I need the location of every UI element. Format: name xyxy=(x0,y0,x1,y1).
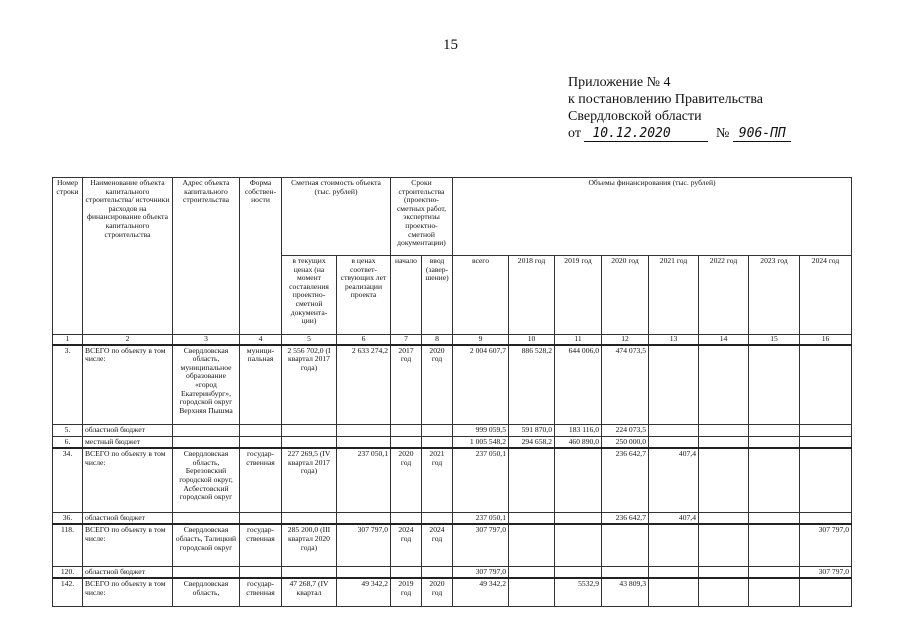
header-terms: Сроки строительства (проектно-сметных работ, экспертизы проектно-сметной документации) xyxy=(391,178,453,256)
table-cell: Свердловская область, муниципальное образование «город Екатеринбург», городской округ Верхняя Пышма xyxy=(173,345,240,425)
table-cell xyxy=(509,448,555,512)
table-cell: областной бюджет xyxy=(83,566,173,578)
appendix-line-region: Свердловской области xyxy=(568,109,702,124)
table-cell: 307 797,0 xyxy=(800,524,852,566)
table-cell xyxy=(173,436,240,448)
table-cell: 294 658,2 xyxy=(509,436,555,448)
table-cell xyxy=(800,512,852,524)
table-cell xyxy=(337,436,391,448)
table-cell: 5. xyxy=(53,425,83,437)
table-cell: 142. xyxy=(53,578,83,606)
table-cell xyxy=(800,425,852,437)
header-year: 2021 год xyxy=(649,256,699,335)
column-number: 14 xyxy=(699,335,749,345)
table-cell xyxy=(699,566,749,578)
appendix-block xyxy=(568,74,791,142)
date-prefix: от xyxy=(568,126,581,141)
table-cell xyxy=(173,512,240,524)
table-cell xyxy=(699,512,749,524)
table-cell xyxy=(649,345,699,425)
table-cell xyxy=(649,578,699,606)
header-ownership: Форма собствен-ности xyxy=(240,178,282,335)
table-cell: 118. xyxy=(53,524,83,566)
column-number: 7 xyxy=(391,335,422,345)
table-cell xyxy=(509,566,555,578)
table-cell: 224 073,5 xyxy=(602,425,649,437)
table-cell xyxy=(282,436,337,448)
table-cell: 285 200,0 (III квартал 2020 года) xyxy=(282,524,337,566)
table-body xyxy=(53,345,852,607)
table-cell: государ-ственная xyxy=(240,578,282,606)
column-number: 10 xyxy=(509,335,555,345)
table-row xyxy=(53,448,852,512)
table-row xyxy=(53,425,852,437)
table-cell: областной бюджет xyxy=(83,512,173,524)
table-cell xyxy=(282,425,337,437)
appendix-title: Приложение № 4 xyxy=(568,75,671,90)
number-prefix: № xyxy=(715,126,730,141)
appendix-line-resolution: к постановлению Правительства xyxy=(568,92,764,107)
page-number: 15 xyxy=(443,37,458,53)
table-cell xyxy=(240,566,282,578)
table-cell xyxy=(173,566,240,578)
table-cell: 237 050,1 xyxy=(337,448,391,512)
column-number: 11 xyxy=(555,335,602,345)
table-cell: 2017 год xyxy=(391,345,422,425)
table-cell: 34. xyxy=(53,448,83,512)
table-row xyxy=(53,578,852,606)
table-cell: 2 633 274,2 xyxy=(337,345,391,425)
table-cell xyxy=(649,566,699,578)
table-row xyxy=(53,436,852,448)
header-row-number: Номер строки xyxy=(53,178,83,335)
header-year: 2022 год xyxy=(699,256,749,335)
header-term-start: начало xyxy=(391,256,422,335)
table-cell xyxy=(391,436,422,448)
table-cell: 236 642,7 xyxy=(602,448,649,512)
table-cell xyxy=(240,512,282,524)
table-cell: 2024 год xyxy=(422,524,453,566)
table-cell xyxy=(555,566,602,578)
column-number: 16 xyxy=(800,335,852,345)
table-cell: 2019 год xyxy=(391,578,422,606)
column-number: 9 xyxy=(453,335,509,345)
column-number: 13 xyxy=(649,335,699,345)
column-number: 5 xyxy=(282,335,337,345)
table-cell: 407,4 xyxy=(649,512,699,524)
table-cell xyxy=(749,448,800,512)
table-cell xyxy=(509,578,555,606)
column-number-row xyxy=(53,335,852,345)
table-cell xyxy=(699,524,749,566)
table-cell: 49 342,2 xyxy=(337,578,391,606)
table-cell xyxy=(391,512,422,524)
table-cell: 5532,9 xyxy=(555,578,602,606)
header-year: 2024 год xyxy=(800,256,852,335)
table-cell xyxy=(337,425,391,437)
column-number: 2 xyxy=(83,335,173,345)
table-row xyxy=(53,524,852,566)
table-cell: 237 050,1 xyxy=(453,448,509,512)
table-cell xyxy=(649,524,699,566)
header-year: 2023 год xyxy=(749,256,800,335)
header-term-end: ввод (завер-шение) xyxy=(422,256,453,335)
table-cell xyxy=(555,524,602,566)
table-cell xyxy=(422,512,453,524)
table-cell: 591 870,0 xyxy=(509,425,555,437)
table-cell xyxy=(649,425,699,437)
table-cell xyxy=(337,512,391,524)
table-cell: муници-пальная xyxy=(240,345,282,425)
table-cell xyxy=(749,578,800,606)
header-funding: Объемы финансирования (тыс. рублей) xyxy=(453,178,852,256)
table-cell xyxy=(509,512,555,524)
table-cell xyxy=(699,448,749,512)
table-cell: 6. xyxy=(53,436,83,448)
table-cell: 307 797,0 xyxy=(453,566,509,578)
table-cell xyxy=(602,524,649,566)
table-cell: 36. xyxy=(53,512,83,524)
table-cell xyxy=(282,512,337,524)
header-year: 2018 год xyxy=(509,256,555,335)
table-cell: 999 059,5 xyxy=(453,425,509,437)
header-address: Адрес объекта капитального строительства xyxy=(173,178,240,335)
table-cell xyxy=(699,425,749,437)
table-cell xyxy=(749,436,800,448)
table-cell: 2020 год xyxy=(422,345,453,425)
appendix-date-line xyxy=(568,125,791,142)
table-cell: ВСЕГО по объекту в том числе: xyxy=(83,578,173,606)
table-cell xyxy=(800,578,852,606)
table-cell: 460 890,0 xyxy=(555,436,602,448)
table-cell: 43 809,3 xyxy=(602,578,649,606)
table-row xyxy=(53,566,852,578)
header-object-name: Наименование объекта капитального строительства/ источники расходов на финансирование объекта капитального строительства xyxy=(83,178,173,335)
table-cell xyxy=(422,425,453,437)
table-cell: 250 000,0 xyxy=(602,436,649,448)
table-cell: 47 268,7 (IV квартал xyxy=(282,578,337,606)
table-cell: 307 797,0 xyxy=(800,566,852,578)
table-cell xyxy=(699,436,749,448)
table-cell: 474 073,5 xyxy=(602,345,649,425)
table-cell xyxy=(422,566,453,578)
resolution-date: 10.12.2020 xyxy=(584,127,708,142)
table-cell: 886 528,2 xyxy=(509,345,555,425)
table-cell: 1 005 548,2 xyxy=(453,436,509,448)
table-cell xyxy=(649,436,699,448)
table-cell xyxy=(391,425,422,437)
table-cell xyxy=(555,448,602,512)
table-cell: областной бюджет xyxy=(83,425,173,437)
column-number: 1 xyxy=(53,335,83,345)
table-cell xyxy=(555,512,602,524)
table-cell xyxy=(749,524,800,566)
table-cell xyxy=(749,512,800,524)
table-cell xyxy=(800,345,852,425)
resolution-number: 906-ПП xyxy=(733,127,791,142)
header-year: 2019 год xyxy=(555,256,602,335)
table-cell xyxy=(602,566,649,578)
table-cell: местный бюджет xyxy=(83,436,173,448)
table-cell: 183 116,0 xyxy=(555,425,602,437)
table-cell: 2 004 607,7 xyxy=(453,345,509,425)
table-cell: 307 797,0 xyxy=(453,524,509,566)
table-cell xyxy=(422,436,453,448)
table-cell xyxy=(749,345,800,425)
table-cell: ВСЕГО по объекту в том числе: xyxy=(83,524,173,566)
header-cost-current-prices: в текущих ценах (на момент составления проектно-сметной документа-ции) xyxy=(282,256,337,335)
table-cell: 2021 год xyxy=(422,448,453,512)
header-total: всего xyxy=(453,256,509,335)
table-cell: государ-ственная xyxy=(240,448,282,512)
table-cell: 2020 год xyxy=(391,448,422,512)
table-cell: 120. xyxy=(53,566,83,578)
table-cell xyxy=(240,436,282,448)
column-number: 15 xyxy=(749,335,800,345)
table-cell xyxy=(800,436,852,448)
table-row xyxy=(53,512,852,524)
table-row xyxy=(53,345,852,425)
column-number: 4 xyxy=(240,335,282,345)
table-cell xyxy=(240,425,282,437)
column-number: 6 xyxy=(337,335,391,345)
table-cell: 236 642,7 xyxy=(602,512,649,524)
table-cell xyxy=(173,425,240,437)
table-cell xyxy=(282,566,337,578)
table-cell: 407,4 xyxy=(649,448,699,512)
table-cell xyxy=(509,524,555,566)
table-cell: 49 342,2 xyxy=(453,578,509,606)
column-number: 3 xyxy=(173,335,240,345)
table-cell: 3. xyxy=(53,345,83,425)
table-cell: ВСЕГО по объекту в том числе: xyxy=(83,448,173,512)
table-cell xyxy=(749,425,800,437)
table-cell: Свердловская область, Талицкий городской округ xyxy=(173,524,240,566)
header-cost-project-prices: в ценах соответ-ствующих лет реализации проекта xyxy=(337,256,391,335)
table-cell xyxy=(749,566,800,578)
table-cell: 237 050,1 xyxy=(453,512,509,524)
table-cell: Свердловская область, xyxy=(173,578,240,606)
table-cell: 2 556 702,0 (I квартал 2017 года) xyxy=(282,345,337,425)
table-cell xyxy=(391,566,422,578)
table-cell: Свердловская область, Березовский городской округ, Асбестовский городской округ xyxy=(173,448,240,512)
table-cell: 2024 год xyxy=(391,524,422,566)
table-cell: государ-ственная xyxy=(240,524,282,566)
funding-table xyxy=(52,177,852,607)
header-year: 2020 год xyxy=(602,256,649,335)
table-cell: 227 269,5 (IV квартал 2017 года) xyxy=(282,448,337,512)
table-cell xyxy=(699,345,749,425)
column-number: 12 xyxy=(602,335,649,345)
table-cell xyxy=(699,578,749,606)
header-estimated-cost: Сметная стоимость объекта (тыс. рублей) xyxy=(282,178,391,256)
table-cell: ВСЕГО по объекту в том числе: xyxy=(83,345,173,425)
table-cell xyxy=(800,448,852,512)
table-cell: 307 797,0 xyxy=(337,524,391,566)
table-cell: 644 006,0 xyxy=(555,345,602,425)
column-number: 8 xyxy=(422,335,453,345)
table-cell: 2020 год xyxy=(422,578,453,606)
table-cell xyxy=(337,566,391,578)
